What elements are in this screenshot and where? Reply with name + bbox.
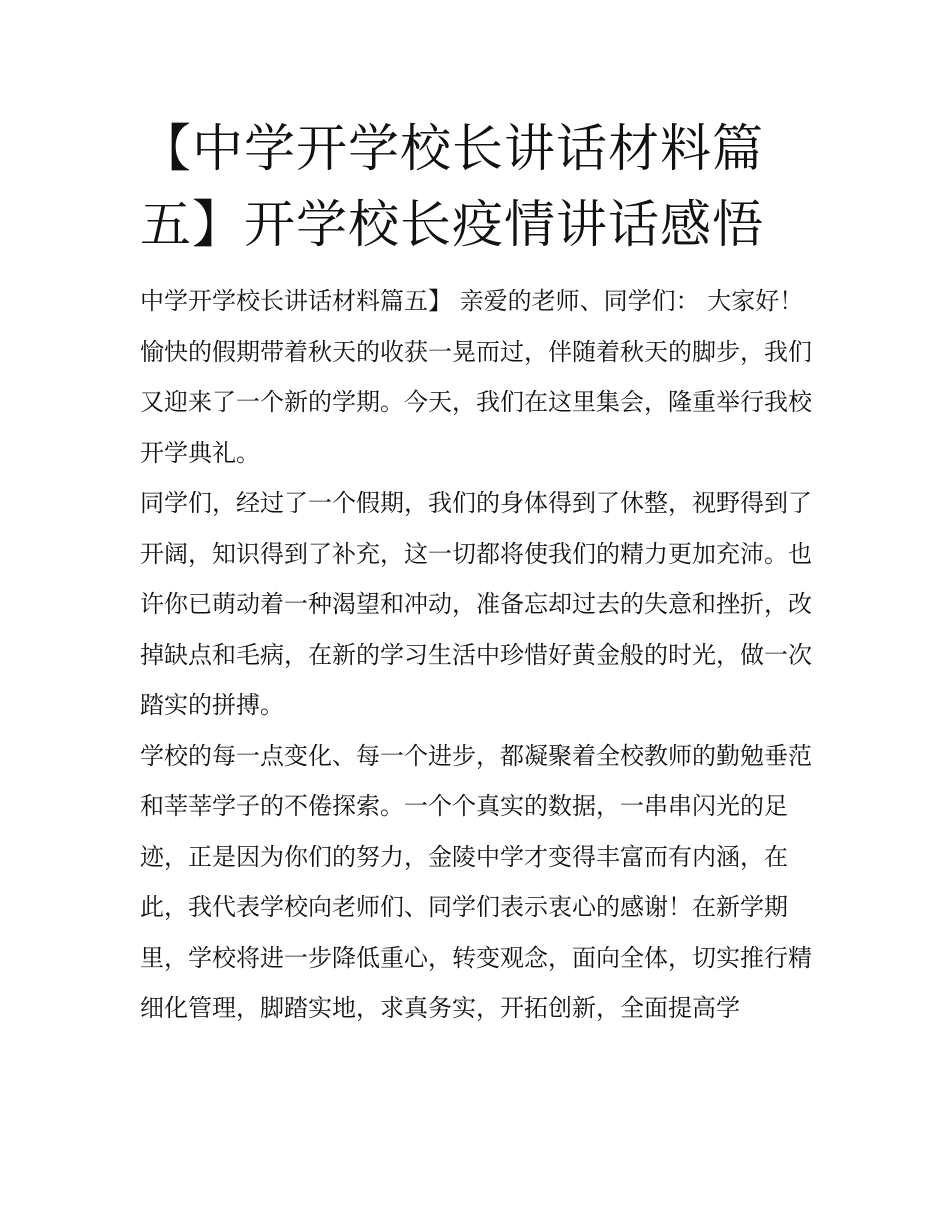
paragraph-school-progress: 学校的每一点变化、每一个进步，都凝聚着全校教师的勤勉垂范和莘莘学子的不倦探索。一个个真实的数据，一串串闪光的足迹，正是因为你们的努力，金陵中学才变得丰富而有内涵，在此，我代表学校向老师们、同学们表示衷心的感谢！在新学期里，学校将进一步降低重心，转变观念，面向全体，切实推行精细化管理，脚踏实地，求真务实，开拓创新，全面提高学 xyxy=(140,741,812,1022)
document-title: 【中学开学校长讲话材料篇五】开学校长疫情讲话感悟 xyxy=(140,120,765,255)
paragraph-greeting: 中学开学校长讲话材料篇五】 亲爱的老师、同学们： 大家好！ xyxy=(140,287,804,315)
document-body xyxy=(140,276,820,1034)
paragraph-students: 同学们，经过了一个假期，我们的身体得到了休整，视野得到了开阔，知识得到了补充，这一切都将使我们的精力更加充沛。也许你已萌动着一种渴望和冲动，准备忘却过去的失意和挫折，改掉缺点和毛病，在新的学习生活中珍惜好黄金般的时光，做一次踏实的拼搏。 xyxy=(140,489,812,719)
paragraph-holiday: 愉快的假期带着秋天的收获一晃而过，伴随着秋天的脚步，我们又迎来了一个新的学期。今天，我们在这里集会，隆重举行我校开学典礼。 xyxy=(140,337,812,467)
